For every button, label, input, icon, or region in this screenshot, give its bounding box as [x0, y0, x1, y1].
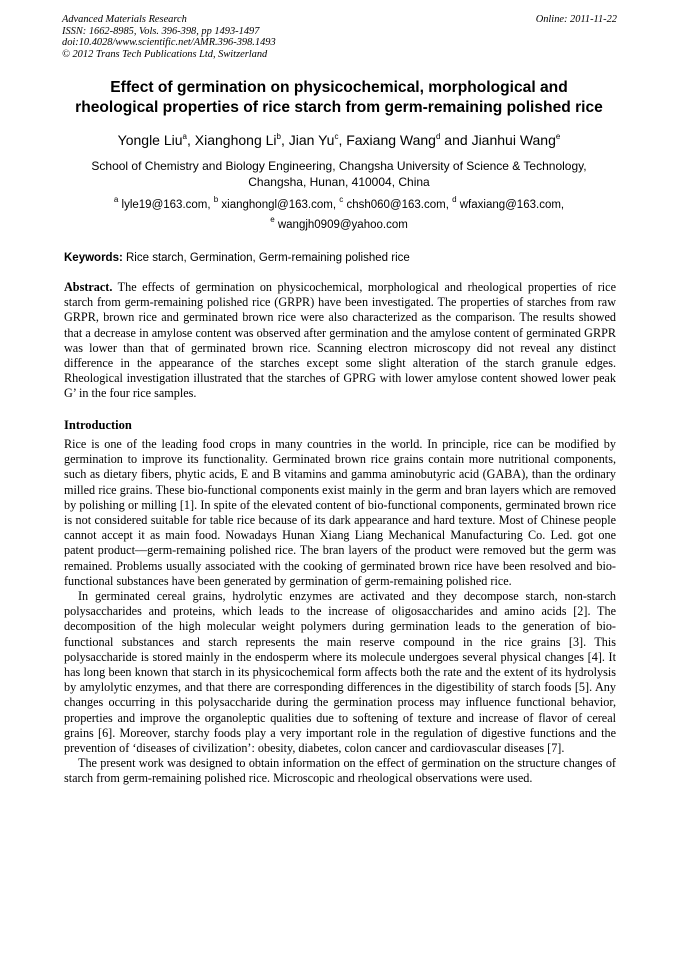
online-date: Online: 2011-11-22: [535, 14, 617, 25]
abstract-text: The effects of germination on physicochemical, morphological and rheological properties of rice starch from germ-remaining polished rice (GRPR) have been investigated. The properties of starches from raw GRPR, brown rice and germinated brown rice were also characterized as the comparison. The results showed that a decrease in amylose content was observed after germination and the amylose content of germinated GRPR was lower than that of germinated brown rice. Scanning electron microscopy did not reveal any distinct difference in the appearance of the starches except some slight alteration of the starch granule edges. Rheological investigation illustrated that the starches of GPRG with lower amylose content showed lower peak G’ in the four rice samples.: [64, 280, 616, 401]
author-separator: ,: [280, 132, 289, 148]
paragraph: The present work was designed to obtain information on the effect of germination on the structure changes of starch from germ-remaining polished rice. Microscopic and rheological observations were used.: [64, 756, 616, 786]
email-address[interactable]: wangjh0909@yahoo.com: [277, 219, 408, 231]
keywords-text: Rice starch, Germination, Germ-remaining polished rice: [122, 252, 410, 264]
author-separator: and: [440, 132, 472, 148]
author-sup: e: [555, 132, 561, 141]
journal-name: Advanced Materials Research: [62, 14, 187, 25]
paper-title: [40, 78, 638, 118]
section-heading-introduction: Introduction: [64, 418, 132, 432]
author-list: [40, 131, 638, 149]
title-line-1: Effect of germination on physicochemical, morphological and: [110, 79, 568, 96]
introduction-body: [64, 437, 616, 787]
title-line-2: rheological properties of rice starch from germ-remaining polished rice: [75, 99, 603, 116]
paragraph: In germinated cereal grains, hydrolytic enzymes are activated and they decompose starch, non-starch polysaccharides and proteins, which leads to the increase of oligosaccharides and amino acids [2]. The decomposition of the high molecular weight polymers during germination leads to the generation of bio-functional substances and starch represents the main reserve compound in the rice grains [3]. This polysaccharide is stored mainly in the endosperm where its molecule undergoes several physical changes [4]. It has long been known that starch in its physicochemical form affects both the rate and the extent of its hydrolysis by amylolytic enzymes, and that there are corresponding differences in the digestibility of starch foods [5]. Any changes occurring in this polysaccharide during the germination process may influence functional behavior, properties and improve the organoleptic qualities due to softening of texture and increase of flavor of cereal grains [6]. Moreover, starchy foods play a very important role in the regulation of digestive functions and the prevention of ‘diseases of civilization’: obesity, diabetes, colon cancer and cardiovascular diseases [7].: [64, 589, 616, 756]
email-address[interactable]: lyle19@163.com,: [121, 199, 214, 211]
email-sup: e: [270, 215, 275, 224]
author-name: Jianhui Wang: [471, 132, 556, 148]
affiliation: [40, 158, 638, 190]
email-sup: a: [113, 195, 119, 204]
doi-line: doi:10.4028/www.scientific.net/AMR.396-398.1493: [62, 37, 276, 49]
author-name: Xianghong Li: [194, 132, 277, 148]
author-sup: d: [435, 132, 441, 141]
email-sup: d: [452, 195, 457, 204]
issn-line: ISSN: 1662-8985, Vols. 396-398, pp 1493-1497: [62, 25, 260, 37]
email-address[interactable]: xianghongl@163.com,: [221, 199, 340, 211]
email-address[interactable]: chsh060@163.com,: [346, 199, 453, 211]
affiliation-line-2: Changsha, Hunan, 410004, China: [248, 175, 430, 189]
abstract: [64, 280, 616, 402]
author-name: Jian Yu: [288, 132, 335, 148]
affiliation-line-1: School of Chemistry and Biology Engineering, Changsha University of Science & Technology,: [91, 159, 587, 173]
keywords-label: Keywords:: [64, 252, 123, 264]
email-address[interactable]: wfaxiang@163.com,: [459, 199, 565, 211]
paragraph: Rice is one of the leading food crops in many countries in the world. In principle, rice can be modified by germination to improve its functionality. Germinated brown rice grains contain more nutritional components, such as dietary fibers, phytic acids, E and B vitamins and gamma aminobutyric acid (GABA), than the ordinary milled rice grains. These bio-functional components exist mainly in the germ and bran layers which are removed by polishing or milling [1]. In spite of the elevated content of bio-functional components, germinated brown rice is not considered suitable for table rice because of its dark appearance and hard texture. Most of Chinese people cannot accept it as main food. Nowadays Hunan Xiang Liang Mechanical Manufacturing Co. Led. got one patent product—germ-remaining polished rice. The bran layers of the product were removed but the germ was remained. Problems usually associated with the cooking of germinated brown rice have been resolved and bio-functional substances have been generated by germination of germ-remaining polished rice.: [64, 437, 616, 588]
author-sup: c: [334, 132, 339, 141]
author-separator: ,: [338, 132, 347, 148]
author-sup: a: [182, 132, 187, 141]
email-sup: c: [339, 195, 344, 204]
author-sup: b: [276, 132, 281, 141]
email-sup: b: [213, 195, 219, 204]
abstract-label: Abstract.: [64, 280, 113, 294]
author-name: Faxiang Wang: [346, 132, 436, 148]
author-name: Yongle Liu: [117, 132, 183, 148]
author-separator: ,: [187, 132, 195, 148]
abstract-paragraph: [64, 280, 616, 402]
email-line-2: [40, 215, 638, 235]
email-line-1: [40, 195, 638, 215]
keywords: [64, 251, 616, 265]
email-list: [40, 195, 638, 235]
journal-header: [62, 14, 617, 60]
copyright-line: © 2012 Trans Tech Publications Ltd, Switzerland: [62, 48, 268, 60]
